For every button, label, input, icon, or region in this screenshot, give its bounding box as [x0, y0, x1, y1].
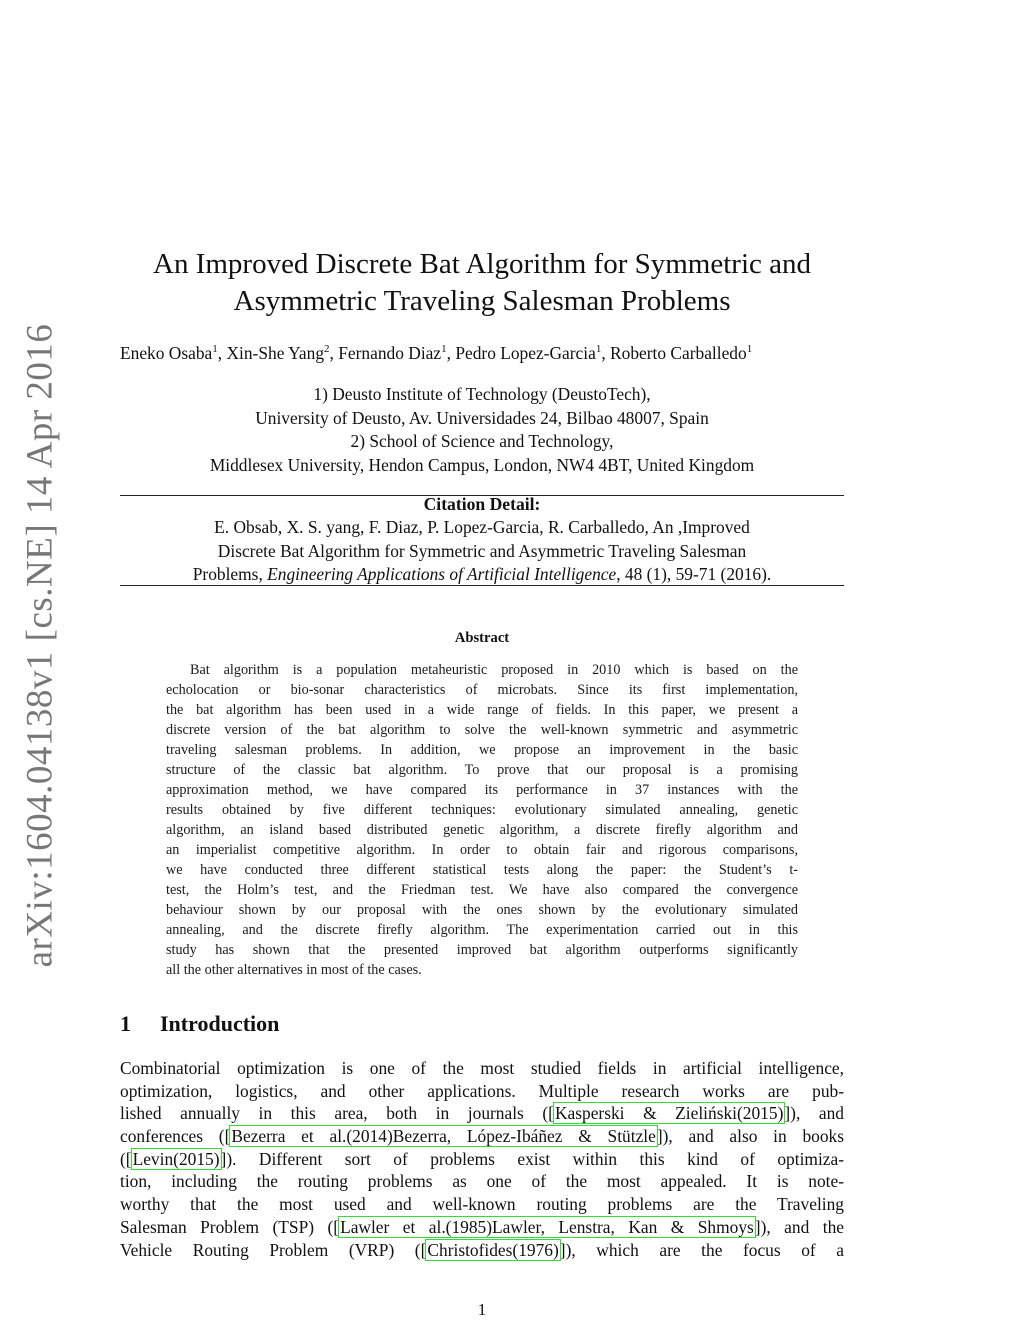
intro-text: ([: [120, 1148, 132, 1169]
abstract-line: echolocation or bio-sonar characteristics of microbats. Since its first implementation,: [166, 682, 798, 698]
citation-link-kasperski[interactable]: Kasperski & Zieliński(2015): [554, 1103, 784, 1124]
author-affiliation-mark: 1: [595, 343, 602, 356]
abstract-line: structure of the classic bat algorithm. To prove that our proposal is a promising: [166, 762, 798, 778]
title-line-2: Asymmetric Traveling Salesman Problems: [233, 285, 731, 317]
abstract-line: traveling salesman problems. In addition, we propose an improvement in the basic: [166, 742, 798, 758]
author-affiliation-mark: 2: [324, 343, 330, 356]
section-title: Introduction: [160, 1011, 280, 1036]
intro-line: Combinatorial optimization is one of the most studied fields in artificial intelligence,: [120, 1058, 844, 1078]
affiliation-line: University of Deusto, Av. Universidades 24, Bilbao 48007, Spain: [255, 407, 709, 428]
abstract-line: results obtained by five different techniques: evolutionary simulated annealing, genetic: [166, 802, 798, 818]
journal-name: Engineering Applications of Artificial Intelligence: [267, 564, 617, 584]
abstract-heading: Abstract: [454, 630, 510, 646]
section-heading: [120, 1011, 279, 1037]
author-affiliation-mark: 1: [746, 343, 753, 356]
affiliations: [120, 383, 844, 477]
citation-link-bezerra[interactable]: Bezerra et al.(2014)Bezerra, López-Ibáñez & Stützle: [231, 1126, 656, 1147]
arxiv-identifier-stamp: [8, 323, 72, 967]
citation-line-2: Discrete Bat Algorithm for Symmetric and Asymmetric Traveling Salesman: [217, 540, 747, 561]
intro-line: [120, 1148, 844, 1171]
abstract-line: discrete version of the bat algorithm to solve the well-known symmetric and asymmetric: [166, 722, 798, 738]
author-name: Eneko Osaba: [120, 343, 213, 363]
intro-text: ]), and: [784, 1103, 844, 1124]
intro-text: lished annually in this area, both in journals ([: [120, 1103, 554, 1124]
affiliation-line: 1) Deusto Institute of Technology (DeustoTech),: [313, 384, 651, 404]
intro-line: tion, including the routing problems as one of the most appealed. It is note-: [120, 1171, 844, 1192]
abstract-body: [166, 660, 798, 980]
citation-link-lawler[interactable]: Lawler et al.(1985)Lawler, Lenstra, Kan & Shmoys: [340, 1216, 754, 1237]
intro-text: Vehicle Routing Problem (VRP) ([: [120, 1239, 427, 1260]
author-name: Pedro Lopez-Garcia: [455, 343, 596, 363]
intro-line: [120, 1125, 844, 1148]
title-line-1: An Improved Discrete Bat Algorithm for Symmetric and: [153, 248, 811, 280]
author-affiliation-mark: 1: [441, 343, 447, 356]
abstract-line: all the other alternatives in most of the cases.: [166, 962, 422, 978]
citation-detail: [120, 516, 844, 587]
abstract-line: approximation method, we have compared its performance in 37 instances with the: [166, 782, 798, 798]
page-number: 1: [477, 1300, 487, 1319]
paper-title: [120, 246, 844, 320]
section-number: 1: [120, 1011, 131, 1036]
abstract-line: the bat algorithm has been used in a wide range of fields. In this paper, we present a: [166, 702, 798, 718]
arxiv-identifier-text: arXiv:1604.04138v1 [cs.NE] 14 Apr 2016: [19, 323, 61, 967]
abstract-line: annealing, and the discrete firefly algorithm. The experimentation carried out in this: [166, 922, 798, 938]
author-affiliation-mark: 1: [212, 343, 218, 356]
abstract-line: an imperialist competitive algorithm. In order to obtain fair and rigorous comparisons,: [166, 842, 798, 858]
intro-text: ]). Different sort of problems exist within this kind of optimiza-: [220, 1148, 844, 1169]
introduction-body: [120, 1057, 844, 1261]
citation-link-christofides[interactable]: Christofides(1976): [427, 1239, 559, 1260]
intro-text: ]), and the: [754, 1216, 844, 1237]
intro-line: [120, 1239, 844, 1262]
affiliation-line: 2) School of Science and Technology,: [350, 431, 614, 451]
intro-text: ]), which are the focus of a: [559, 1239, 844, 1260]
citation-line-3-prefix: Problems,: [192, 564, 268, 584]
abstract-line: study has shown that the presented improved bat algorithm outperforms significantly: [166, 942, 798, 958]
citation-heading: Citation Detail:: [423, 494, 541, 514]
intro-line: optimization, logistics, and other applications. Multiple research works are pub-: [120, 1080, 844, 1101]
abstract-line: Bat algorithm is a population metaheuristic proposed in 2010 which is based on the: [190, 662, 798, 678]
intro-line: [120, 1216, 844, 1239]
citation-line-3: [120, 563, 844, 587]
abstract-line: we have conducted three different statistical tests along the paper: the Student’s t-: [166, 862, 798, 878]
author-name: Xin-She Yang: [226, 343, 325, 363]
intro-line: [120, 1102, 844, 1125]
intro-text: ]), and also in books: [656, 1126, 844, 1147]
author-list: Eneko Osaba$^1$, Xin-She Yang$^2$, Fernando Diaz$^1$, Pedro Lopez-Garcia$^1$, Roberto Carballedo$^1$: [120, 343, 753, 363]
intro-line: worthy that the most used and well-known routing problems are the Traveling: [120, 1194, 844, 1215]
citation-link-levin[interactable]: Levin(2015): [132, 1148, 220, 1169]
affiliation-line: Middlesex University, Hendon Campus, London, NW4 4BT, United Kingdom: [209, 454, 755, 475]
citation-line-1: E. Obsab, X. S. yang, F. Diaz, P. Lopez-Garcia, R. Carballedo, An ,Improved: [214, 517, 750, 537]
abstract-line: algorithm, an island based distributed genetic algorithm, a discrete firefly algorithm and: [166, 822, 798, 838]
intro-text: Salesman Problem (TSP) ([: [120, 1216, 340, 1237]
author-name: Fernando Diaz: [338, 343, 442, 363]
citation-bottom-rule: [120, 585, 844, 586]
author-name: Roberto Carballedo: [610, 343, 747, 363]
citation-line-3-suffix: , 48 (1), 59-71 (2016).: [616, 564, 772, 584]
intro-text: conferences ([: [120, 1126, 231, 1147]
abstract-line: test, the Holm’s test, and the Friedman test. We have also compared the convergence: [166, 882, 798, 898]
abstract-line: behaviour shown by our proposal with the ones shown by the evolutionary simulated: [166, 902, 798, 918]
